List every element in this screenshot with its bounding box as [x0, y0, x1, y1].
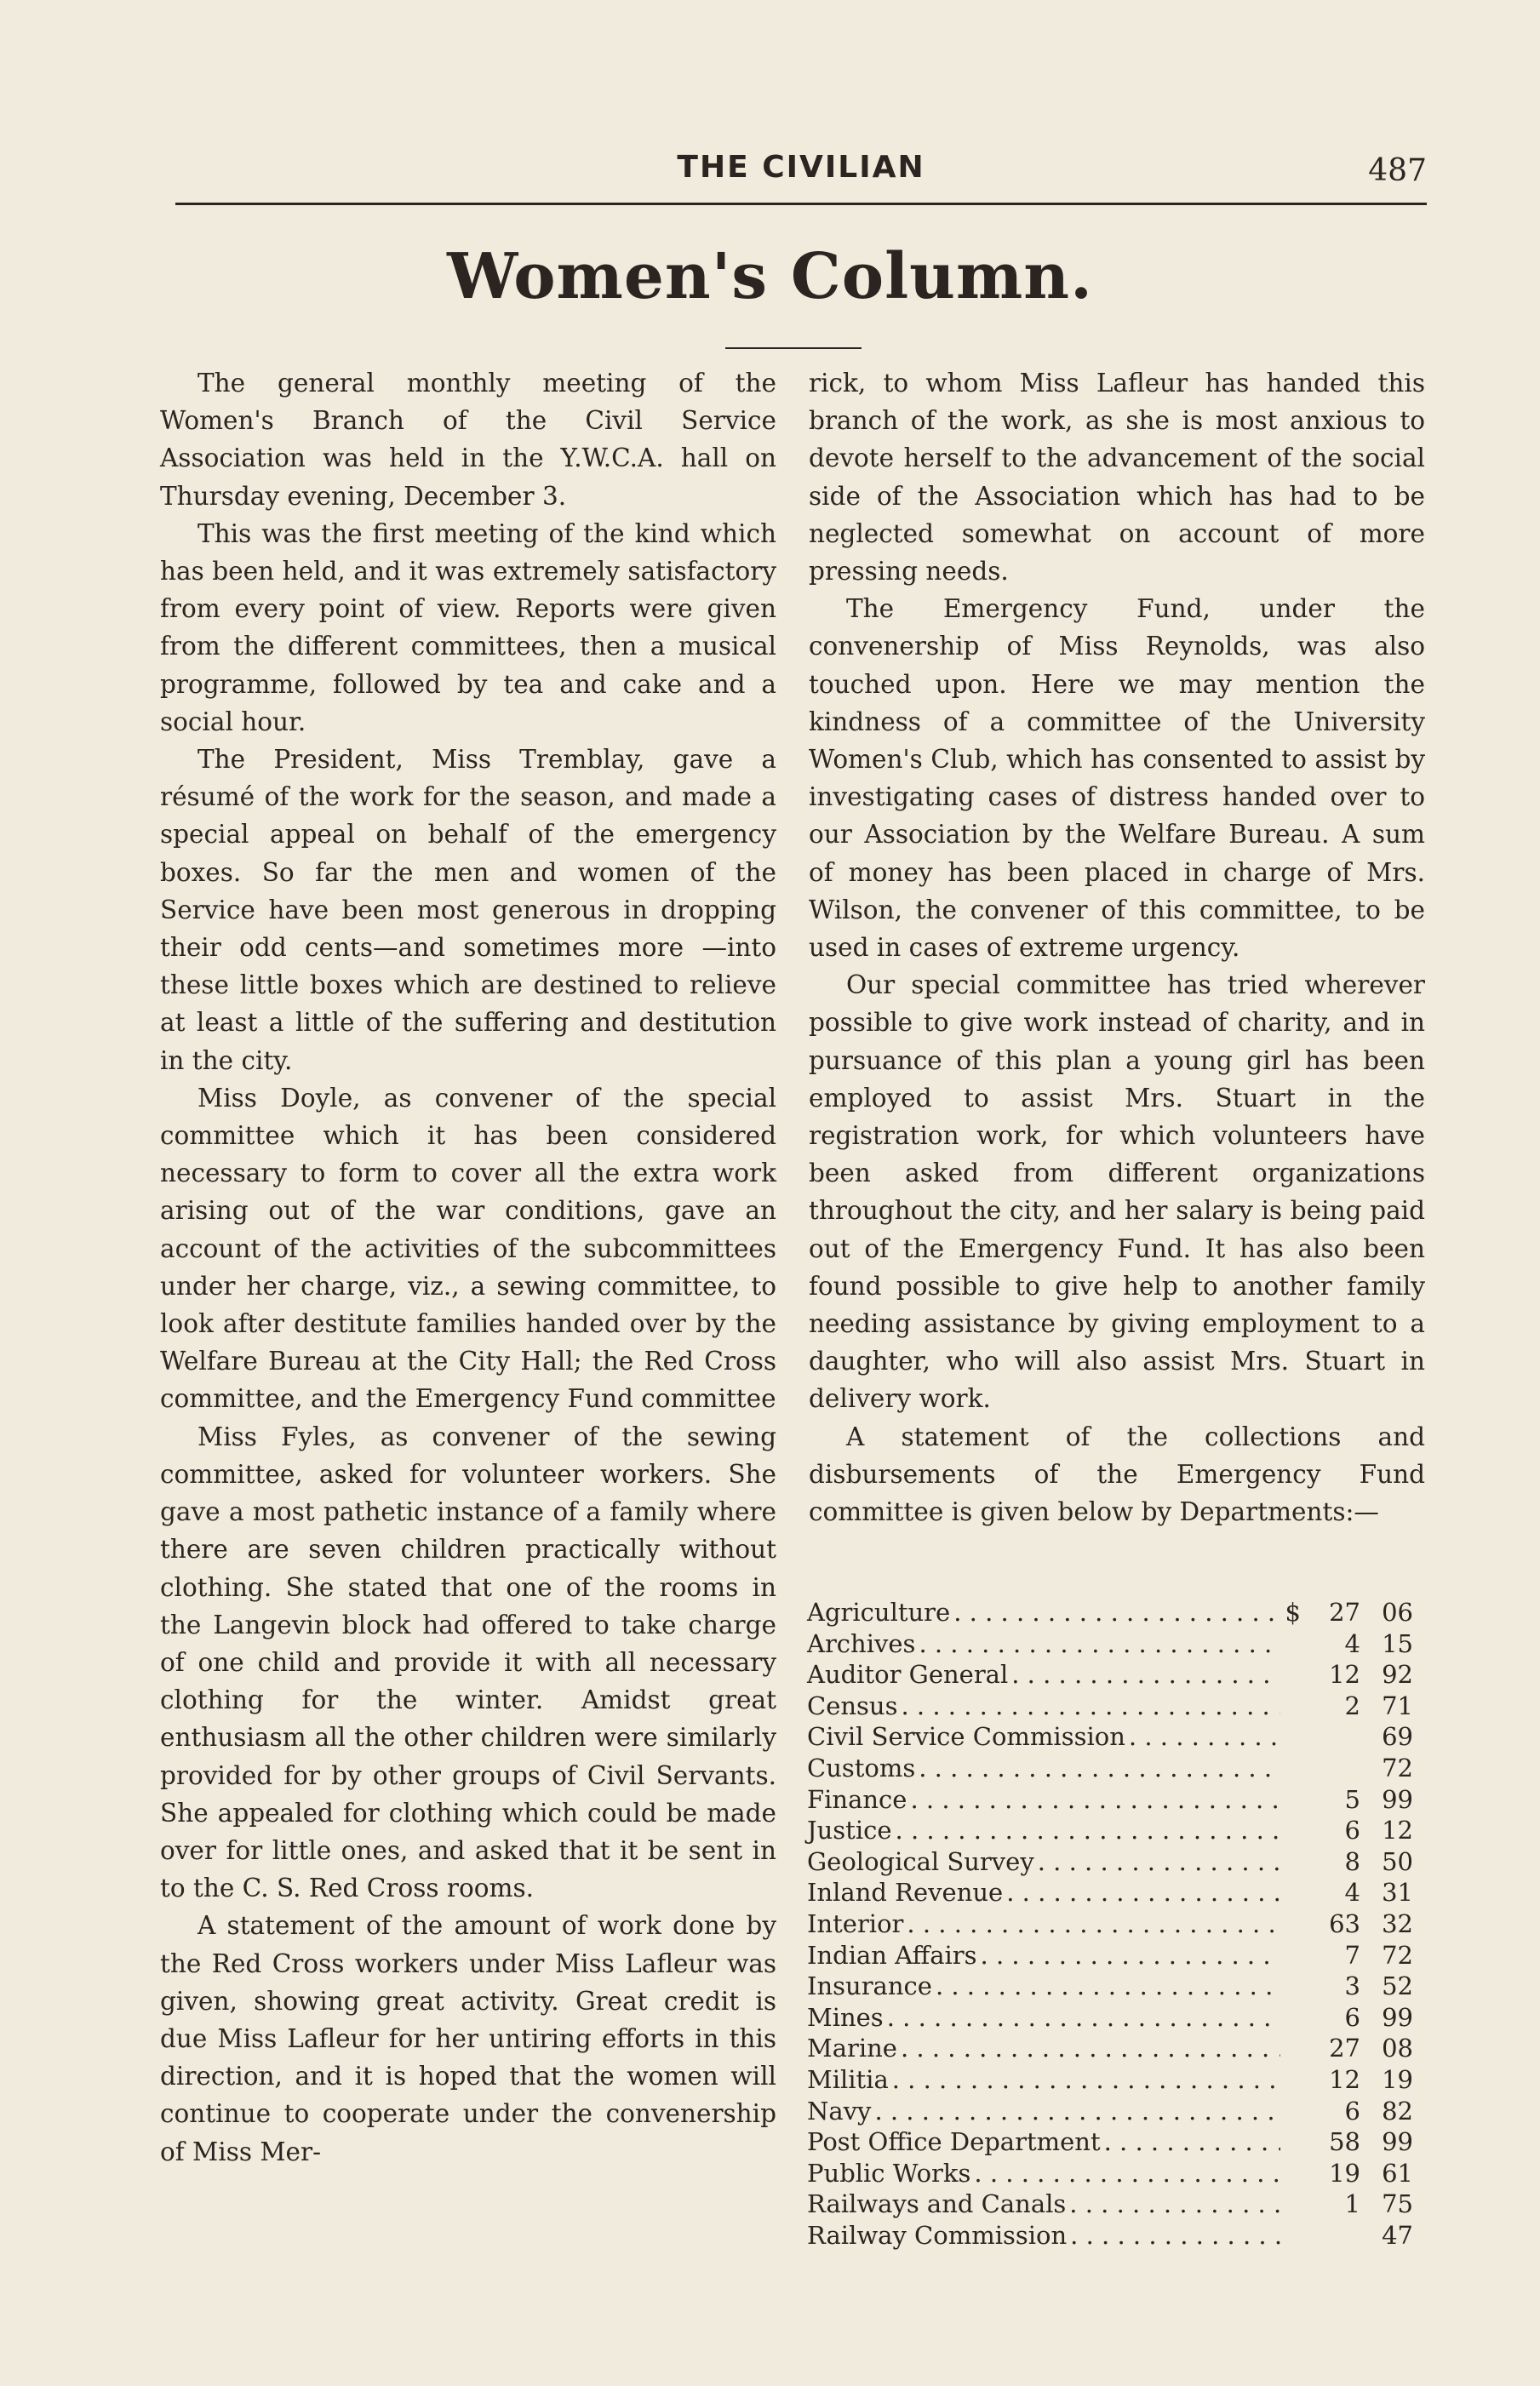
dot-leader — [1011, 1659, 1280, 1691]
department-name: Civil Service Commission — [807, 1722, 1125, 1752]
department-name: Marine — [807, 2034, 897, 2063]
amount-dollars: 3 — [1344, 1971, 1360, 2001]
table-row — [807, 1597, 1413, 1628]
right-column — [809, 364, 1425, 1531]
amount-cents: 47 — [1382, 2220, 1413, 2250]
amount-dollars: 6 — [1344, 2096, 1360, 2126]
department-name: Railways and Canals — [807, 2189, 1067, 2219]
article-title: Women's Column. — [447, 240, 1093, 313]
amount-cents: 99 — [1382, 2127, 1413, 2157]
amount-cents: 82 — [1382, 2096, 1413, 2126]
amount-cents: 72 — [1382, 1940, 1413, 1970]
amount-dollars: 12 — [1329, 2064, 1360, 2094]
department-name: Insurance — [807, 1971, 932, 2001]
paragraph-continuation: rick, to whom Miss Lafleur has handed this branch of the work, as she is most anxious to devote herself to the advancement of the social side of the Association which has had to be neglected somewhat on account of more pressing needs. — [809, 369, 1425, 586]
department-name: Geological Survey — [807, 1846, 1034, 1876]
amount-dollars: 7 — [1344, 1940, 1360, 1970]
dot-leader — [1104, 2126, 1280, 2158]
table-row — [807, 1971, 1413, 2002]
amount-cents: 99 — [1382, 1784, 1413, 1814]
table-row — [807, 1659, 1413, 1691]
dot-leader — [901, 2033, 1280, 2064]
department-name: Militia — [807, 2064, 889, 2094]
dot-leader — [1038, 1846, 1280, 1878]
table-row — [807, 1628, 1413, 1660]
amount-cents: 69 — [1382, 1722, 1413, 1752]
amount-dollars: 27 — [1329, 1598, 1360, 1627]
departments-table — [807, 1597, 1413, 2251]
dot-leader — [919, 1753, 1280, 1784]
amount-dollars: 58 — [1329, 2127, 1360, 2157]
table-row — [807, 1877, 1413, 1908]
amount-dollars: 5 — [1344, 1784, 1360, 1814]
table-row — [807, 1691, 1413, 1722]
amount-dollars: 4 — [1344, 1628, 1360, 1658]
dot-leader — [1070, 2220, 1280, 2252]
dot-leader — [1129, 1721, 1280, 1753]
amount-dollars: 6 — [1344, 2002, 1360, 2032]
department-name: Census — [807, 1691, 898, 1720]
amount-dollars: 63 — [1329, 1908, 1360, 1938]
department-name: Interior — [807, 1908, 904, 1938]
amount-cents: 75 — [1382, 2189, 1413, 2219]
table-row — [807, 2064, 1413, 2096]
dot-leader — [892, 2064, 1280, 2096]
dot-leader — [936, 1971, 1280, 2002]
paragraph: The general monthly meeting of the Women's Branch of the Civil Service Association was held in the Y.W.C.A. hall on Thursday evening, December 3. — [160, 369, 776, 511]
department-name: Indian Affairs — [807, 1940, 977, 1970]
dot-leader — [887, 2002, 1280, 2034]
table-row — [807, 2126, 1413, 2158]
table-row — [807, 2002, 1413, 2034]
amount-dollars: 8 — [1344, 1846, 1360, 1876]
dot-leader — [953, 1597, 1280, 1628]
table-row — [807, 2033, 1413, 2064]
dot-leader — [1069, 2189, 1280, 2220]
department-name: Post Office Department — [807, 2127, 1101, 2157]
paragraph: Our special committee has tried wherever possible to give work instead of charity, and in pursuance of this plan a young girl has been employed to assist Mrs. Stuart in the registration work, for which volunteers have been asked from different organizations throughout the city, and her salary is being paid out of the Emergency Fund. It has also been found possible to give help to another family needing assistance by giving employment to a daughter, who will also assist Mrs. Stuart in delivery work. — [809, 970, 1425, 1414]
amount-cents: 52 — [1382, 1971, 1413, 2001]
paragraph: The Emergency Fund, under the convenership of Miss Reynolds, was also touched upon. Here we may mention the kindness of a committee of the University Women's Club, which has consented to assist by investigating cases of distress handed over to our Association by the Welfare Bureau. A sum of money has been placed in charge of Mrs. Wilson, the convener of this committee, to be used in cases of extreme urgency. — [809, 594, 1425, 963]
table-row — [807, 1784, 1413, 1816]
amount-dollars: 4 — [1344, 1878, 1360, 1908]
dot-leader — [919, 1628, 1280, 1660]
department-name: Mines — [807, 2002, 884, 2032]
amount-cents: 71 — [1382, 1691, 1413, 1720]
dot-leader — [1006, 1877, 1280, 1908]
department-name: Navy — [807, 2096, 872, 2126]
amount-dollars: 6 — [1344, 1816, 1360, 1845]
running-title: THE CIVILIAN — [677, 150, 925, 185]
amount-cents: 61 — [1382, 2158, 1413, 2188]
title-rule — [725, 347, 862, 349]
amount-cents: 99 — [1382, 2002, 1413, 2032]
department-name: Agriculture — [807, 1598, 951, 1627]
table-row — [807, 1815, 1413, 1846]
amount-dollars: 1 — [1344, 2189, 1360, 2219]
dot-leader — [896, 1815, 1280, 1846]
table-row — [807, 1753, 1413, 1784]
paragraph: Miss Doyle, as convener of the special committee which it has been considered necessary to form to cover all the extra work arising out of the war conditions, gave an account of the activities of the subcommittees under her charge, viz., a sewing committee, to look after destitute families handed over by the Welfare Bureau at the City Hall; the Red Cross committee, and the Emergency Fund committee — [160, 1083, 776, 1414]
dot-leader — [901, 1691, 1280, 1722]
table-row — [807, 2220, 1413, 2252]
table-row — [807, 1721, 1413, 1753]
amount-dollars: 19 — [1329, 2158, 1360, 2188]
dot-leader — [974, 2158, 1280, 2189]
amount-cents: 92 — [1382, 1660, 1413, 1690]
amount-cents: 12 — [1382, 1816, 1413, 1845]
table-row — [807, 2189, 1413, 2220]
header-rule — [175, 203, 1427, 205]
amount-dollars: 12 — [1329, 1660, 1360, 1690]
amount-cents: 72 — [1382, 1753, 1413, 1782]
table-row — [807, 1940, 1413, 1971]
paragraph: Miss Fyles, as convener of the sewing committee, asked for volunteer workers. She gave a most pathetic instance of a family where there are seven children practically without clothing. She stated that one of the rooms in the Langevin block had offered to take charge of one child and provide it with all necessary clothing for the winter. Amidst great enthusiasm all the other children were similarly provided for by other groups of Civil Servants. She appealed for clothing which could be made over for little ones, and asked that it be sent in to the C. S. Red Cross rooms. — [160, 1422, 776, 1903]
page-number: 487 — [1368, 153, 1427, 188]
table-row — [807, 1908, 1413, 1940]
dot-leader — [981, 1940, 1280, 1971]
paragraph: A statement of the amount of work done by the Red Cross workers under Miss Lafleur was given, showing great activity. Great credit is due Miss Lafleur for her untiring efforts in this direction, and it is hoped that the women will continue to cooperate under the convenership of Miss Mer- — [160, 1911, 776, 2166]
amount-dollars: 2 — [1344, 1691, 1360, 1720]
amount-cents: 19 — [1382, 2064, 1413, 2094]
department-name: Finance — [807, 1784, 907, 1814]
dot-leader — [910, 1784, 1280, 1816]
department-name: Inland Revenue — [807, 1878, 1004, 1908]
dot-leader — [874, 2096, 1280, 2127]
department-name: Auditor General — [807, 1660, 1009, 1690]
amount-dollars: 27 — [1329, 2034, 1360, 2063]
currency-sign: $ — [1285, 1598, 1301, 1627]
table-intro: A statement of the collections and disbursements of the Emergency Fund committee is given below by Departments:— — [809, 1422, 1425, 1527]
left-column — [160, 364, 776, 2171]
amount-cents: 32 — [1382, 1908, 1413, 1938]
amount-cents: 08 — [1382, 2034, 1413, 2063]
department-name: Public Works — [807, 2158, 971, 2188]
paragraph: The President, Miss Tremblay, gave a résumé of the work for the season, and made a special appeal on behalf of the emergency boxes. So far the men and women of the Service have been most generous in dropping their odd cents—and sometimes more —into these little boxes which are destined to relieve at least a little of the suffering and destitution in the city. — [160, 745, 776, 1075]
department-name: Justice — [807, 1816, 892, 1845]
amount-cents: 31 — [1382, 1878, 1413, 1908]
department-name: Archives — [807, 1628, 916, 1658]
running-header — [175, 145, 1427, 196]
department-name: Railway Commission — [807, 2220, 1068, 2250]
table-row — [807, 2158, 1413, 2189]
table-row — [807, 1846, 1413, 1878]
paragraph: This was the first meeting of the kind which has been held, and it was extremely satisfactory from every point of view. Reports were given from the different committees, then a musical programme, followed by tea and cake and a social hour. — [160, 518, 776, 736]
dot-leader — [907, 1908, 1280, 1940]
table-row — [807, 2096, 1413, 2127]
department-name: Customs — [807, 1753, 916, 1782]
amount-cents: 50 — [1382, 1846, 1413, 1876]
amount-cents: 15 — [1382, 1628, 1413, 1658]
amount-cents: 06 — [1382, 1598, 1413, 1627]
